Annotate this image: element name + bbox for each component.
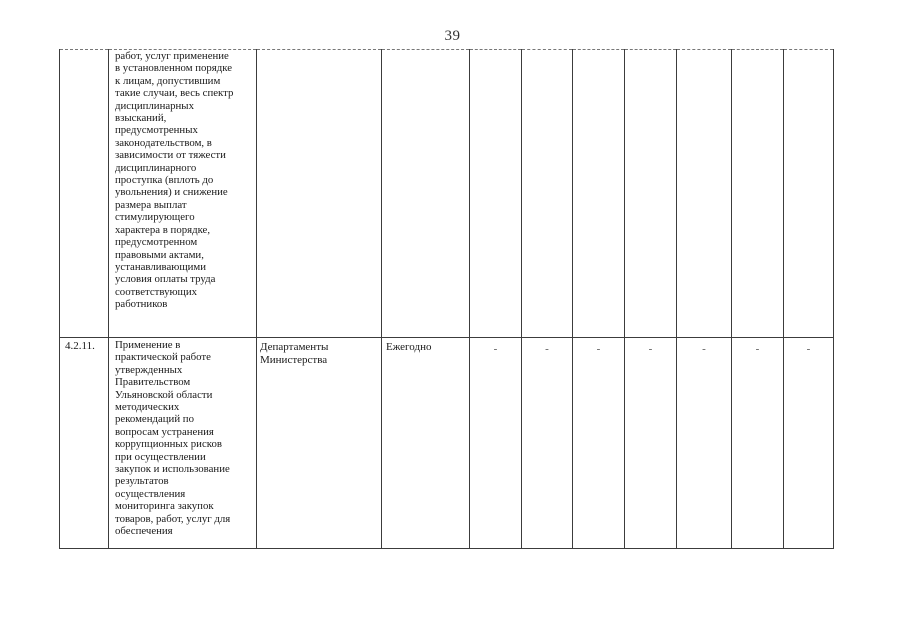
measure-description: Применение в практической работе утвержденных Правительством Ульяновской области методических рекомендаций по вопросам устранения коррупционных рисков при осуществлении закупок и использование результатов осуществления мониторинга закупок товаров, работ, услуг для обеспечения [115,339,231,538]
page-number: 39 [444,28,461,44]
funding-cell [784,338,834,549]
funding-value: - [702,343,706,355]
funding-cell [732,338,784,549]
funding-cell [470,50,522,338]
executor-text: Департаменты Министерства [260,341,329,366]
period-text: Ежегодно [386,341,432,353]
funding-value: - [545,343,549,355]
funding-value: - [596,343,601,355]
measure-description: работ, услуг применение в установленном порядке к лицам, допустившим такие случаи, весь спектр дисциплинарных взысканий, предусмотренных законодательством, в зависимости от тяжести дисциплинарного проступка (вплоть до увольнения) и снижение размера выплат стимулирующего характера в порядке, предусмотренном правовыми актами, устанавливающими условия оплаты труда соответствующих работников [115,50,234,311]
table-row-4-2-11 [60,338,834,549]
period-cell [382,50,470,338]
funding-cell [522,50,573,338]
funding-cell [625,338,677,549]
funding-cell [470,338,522,549]
funding-cell [784,50,834,338]
funding-cell [732,50,784,338]
funding-cell [677,50,732,338]
funding-cell [573,338,625,549]
funding-cell [522,338,573,549]
number-cell [60,338,109,549]
period-cell [382,338,470,549]
funding-value: - [806,343,811,355]
plan-table [59,49,834,549]
item-number: 4.2.11. [65,340,95,352]
description-cell [109,50,257,338]
funding-value: - [648,343,653,355]
executor-cell [257,338,382,549]
table-row-continued [60,50,834,338]
funding-value: - [493,343,498,355]
description-cell [109,338,257,549]
executor-cell [257,50,382,338]
funding-value: - [755,343,760,355]
funding-cell [573,50,625,338]
funding-cell [677,338,732,549]
funding-cell [625,50,677,338]
number-cell [60,50,109,338]
